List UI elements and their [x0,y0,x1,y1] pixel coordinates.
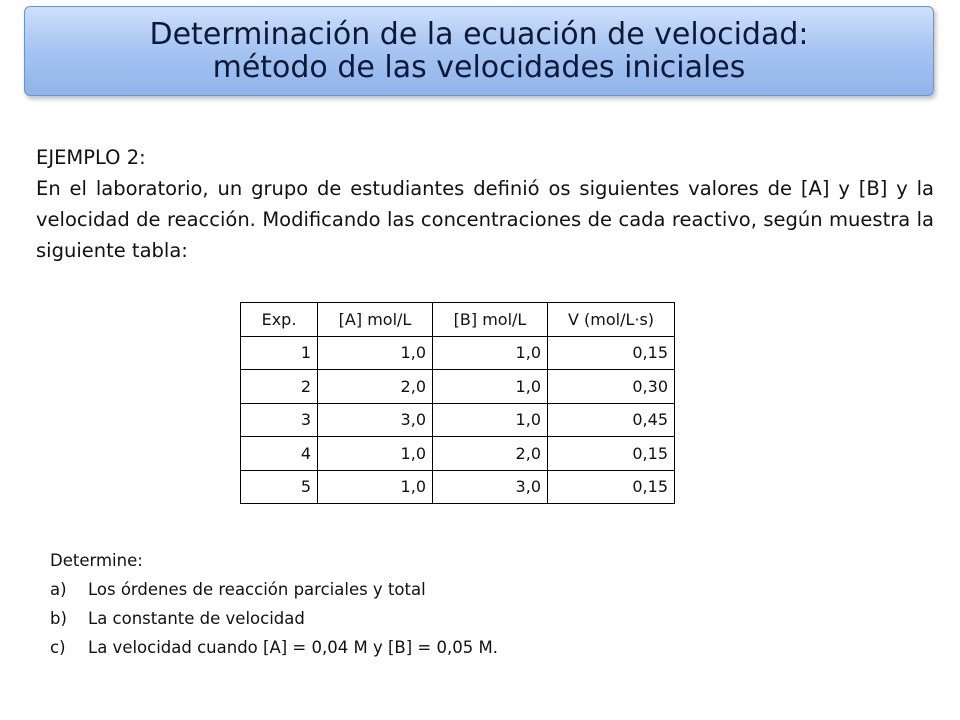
cell-b: 1,0 [433,370,548,404]
task-letter: a) [50,580,67,599]
cell-exp: 5 [241,470,318,504]
cell-a: 2,0 [318,370,433,404]
cell-velocity: 0,15 [548,437,675,471]
cell-exp: 4 [241,437,318,471]
title-line-2: método de las velocidades iniciales [212,50,746,85]
cell-a: 1,0 [318,470,433,504]
data-table [240,302,675,504]
cell-exp: 3 [241,403,318,437]
cell-b: 3,0 [433,470,548,504]
task-text: La velocidad cuando [A] = 0,04 M y [B] = 0,05 M. [88,638,498,657]
task-letter: c) [50,638,66,657]
cell-velocity: 0,45 [548,403,675,437]
table-header-row [241,303,675,337]
task-text: La constante de velocidad [88,609,305,628]
cell-b: 1,0 [433,403,548,437]
example-heading: EJEMPLO 2: [36,146,146,169]
example-text: En el laboratorio, un grupo de estudiantes definió os siguientes valores de [A] y [B] y la velocidad de reacción. Modificando las concentraciones de cada reactivo, según muestra la siguiente tabla: [36,177,934,262]
title-line-1: Determinación de la ecuación de velocidad: [149,17,809,52]
cell-velocity: 0,15 [548,470,675,504]
table-row [241,336,675,370]
tasks-section [50,546,750,662]
cell-velocity: 0,15 [548,336,675,370]
cell-a: 1,0 [318,437,433,471]
table-row [241,470,675,504]
cell-a: 1,0 [318,336,433,370]
title-banner [24,6,934,96]
cell-b: 1,0 [433,336,548,370]
cell-exp: 1 [241,336,318,370]
header-exp: Exp. [241,303,318,337]
list-item [50,575,750,604]
intro-section [36,142,934,266]
cell-a: 3,0 [318,403,433,437]
header-a: [A] mol/L [318,303,433,337]
table-row [241,370,675,404]
cell-exp: 2 [241,370,318,404]
header-b: [B] mol/L [433,303,548,337]
cell-velocity: 0,30 [548,370,675,404]
list-item [50,633,750,662]
table-row [241,437,675,471]
task-letter: b) [50,609,67,628]
table-row [241,403,675,437]
task-text: Los órdenes de reacción parciales y total [88,580,426,599]
list-item [50,604,750,633]
cell-b: 2,0 [433,437,548,471]
tasks-heading: Determine: [50,551,143,570]
header-velocity: V (mol/L·s) [548,303,675,337]
